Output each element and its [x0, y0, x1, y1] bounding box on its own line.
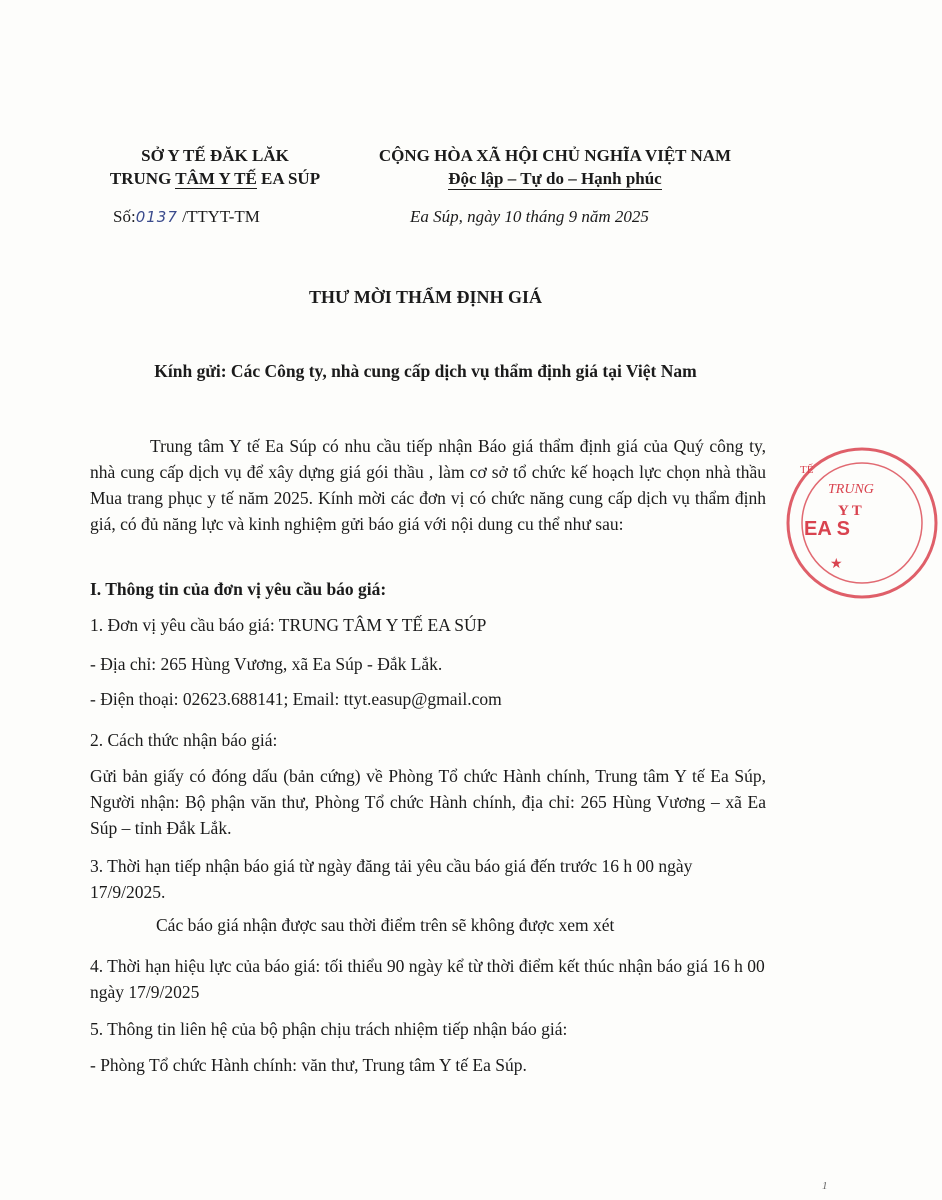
stamp-text-bottom: EA S: [804, 518, 850, 540]
page-mark: 1: [822, 1180, 828, 1192]
agency-parent: SỞ Y TẾ ĐĂK LĂK: [141, 146, 289, 165]
receive-method-heading: 2. Cách thức nhận báo giá:: [90, 730, 278, 750]
document-number: [113, 207, 260, 227]
handwritten-number: 0137: [135, 208, 178, 226]
agency-name-part: EA SÚP: [256, 169, 321, 188]
agency-name-part: TRUNG: [109, 169, 176, 188]
requester-unit: 1. Đơn vị yêu cầu báo giá: TRUNG TÂM Y TẾ EA SÚP: [90, 615, 487, 635]
receive-method-detail: Gửi bản giấy có đóng dấu (bản cứng) về Phòng Tổ chức Hành chính, Trung tâm Y tế Ea Súp, Người nhận: Bộ phận văn thư, Phòng Tổ chức Hành chính, địa chỉ: 265 Hùng Vương – xã Ea Súp – tỉnh Đắk Lắk.: [90, 766, 766, 838]
issuing-agency: [60, 144, 370, 190]
motto-text: Độc lập – Tự do – Hạnh phúc: [448, 169, 662, 188]
red-seal-stamp: [782, 443, 942, 603]
issue-date: Ea Súp, ngày 10 tháng 9 năm 2025: [410, 207, 649, 226]
national-motto: [355, 144, 755, 190]
stamp-text-top: TRUNG: [828, 482, 874, 497]
agency-name: [60, 167, 370, 190]
contact-detail: - Phòng Tổ chức Hành chính: văn thư, Trung tâm Y tế Ea Súp.: [90, 1055, 527, 1075]
document-number-suffix: /TTYT-TM: [177, 207, 260, 226]
stamp-text-side: TẾ: [800, 464, 814, 476]
requester-address: - Địa chỉ: 265 Hùng Vương, xã Ea Súp - Đắk Lắk.: [90, 654, 443, 674]
document-number-label: Số:: [113, 207, 136, 226]
stamp-text-mid: Y T: [838, 503, 862, 519]
deadline-item: 3. Thời hạn tiếp nhận báo giá từ ngày đăng tải yêu cầu báo giá đến trước 16 h 00 ngày 17/9/2025.: [90, 856, 693, 902]
deadline-note: Các báo giá nhận được sau thời điểm trên sẽ không được xem xét: [156, 915, 615, 935]
motto-line: [355, 167, 755, 190]
intro-paragraph: Trung tâm Y tế Ea Súp có nhu cầu tiếp nhận Báo giá thẩm định giá của Quý công ty, nhà cung cấp dịch vụ để xây dựng giá gói thầu , làm cơ sở tổ chức kế hoạch lực chọn nhà thầu Mua trang phục y tế năm 2025. Kính mời các đơn vị có chức năng cung cấp dịch vụ thẩm định giá, có đủ năng lực và kinh nghiệm gửi báo giá với nội dung cu thể như sau:: [90, 436, 766, 534]
validity-item: 4. Thời hạn hiệu lực của báo giá: tối thiểu 90 ngày kể từ thời điểm kết thúc nhận báo giá 16 h 00 ngày 17/9/2025: [90, 956, 765, 1002]
contact-heading: 5. Thông tin liên hệ của bộ phận chịu trách nhiệm tiếp nhận báo giá:: [90, 1019, 568, 1039]
document-title: THƯ MỜI THẨM ĐỊNH GIÁ: [308, 287, 542, 307]
requester-contact: - Điện thoại: 02623.688141; Email: ttyt.easup@gmail.com: [90, 689, 502, 709]
agency-name-underlined: TÂM Y TẾ: [175, 169, 257, 188]
stamp-star-icon: ★: [830, 557, 843, 572]
recipient-line: Kính gửi: Các Công ty, nhà cung cấp dịch vụ thẩm định giá tại Việt Nam: [154, 361, 697, 381]
republic-name: CỘNG HÒA XÃ HỘI CHỦ NGHĨA VIỆT NAM: [378, 146, 732, 165]
section-heading: I. Thông tin của đơn vị yêu cầu báo giá:: [90, 579, 387, 599]
